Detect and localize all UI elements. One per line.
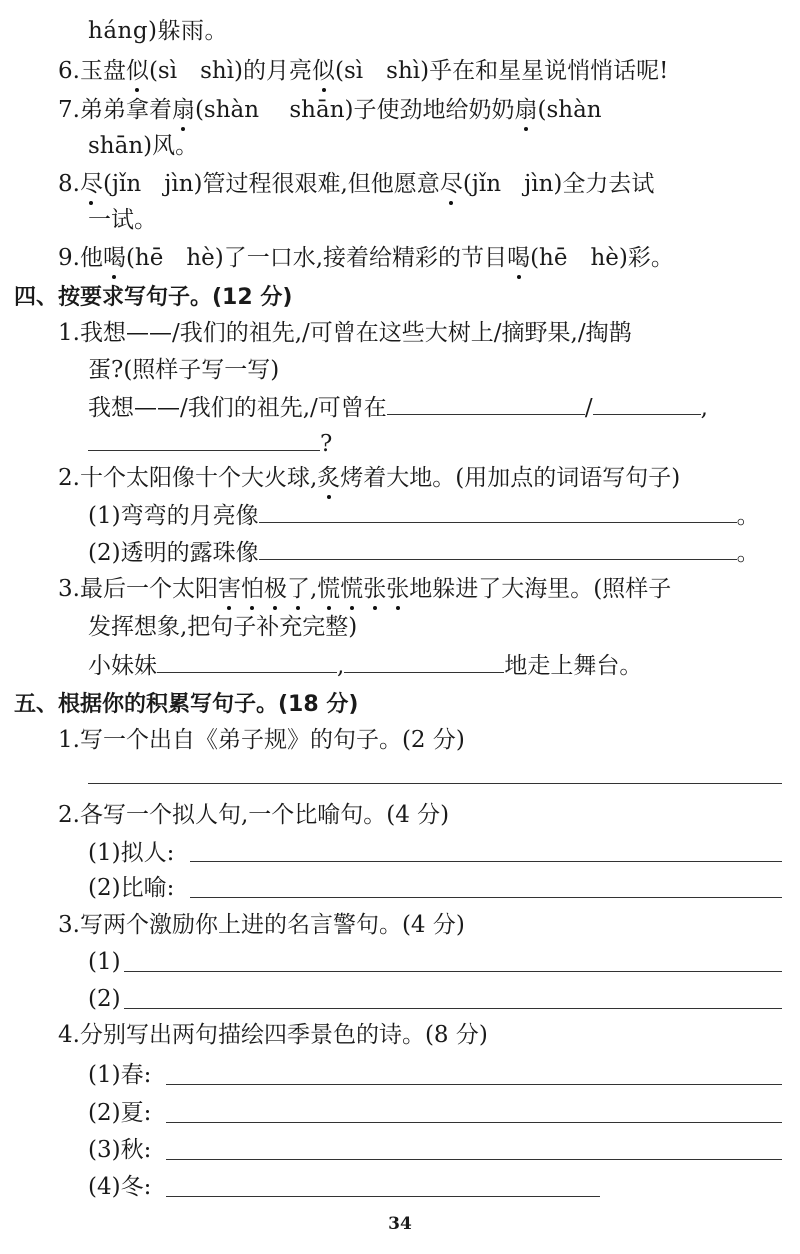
answer-blank[interactable] (593, 392, 701, 415)
s4-q2-1 (88, 500, 760, 531)
dotted-char: 了 (286, 576, 310, 602)
s5-q3-2-label: (2) (88, 986, 121, 1012)
text: (jǐn jìn)全力去试 (462, 171, 655, 197)
answer-rule[interactable] (124, 1008, 782, 1009)
q3-line-continued: háng)躲雨。 (88, 18, 229, 44)
q3-item-6 (58, 56, 668, 86)
s5-q2: 2.各写一个拟人句,一个比喻句。(4 分) (58, 802, 450, 828)
answer-rule[interactable] (166, 1159, 782, 1160)
answer-blank[interactable] (259, 537, 737, 560)
dotted-char: 怕 (240, 576, 264, 602)
s5-q4-1-label: (1)春: (88, 1062, 152, 1088)
text: 9.他 (58, 245, 103, 271)
text: , (309, 576, 318, 602)
answer-rule[interactable] (166, 1196, 600, 1197)
answer-blank[interactable] (344, 650, 504, 673)
text: 小妹妹 (88, 653, 157, 679)
q3-item-7-cont: shān)风。 (88, 133, 199, 159)
s5-q4-4-label: (4)冬: (88, 1174, 152, 1200)
text: 8. (58, 171, 80, 197)
s5-q1: 1.写一个出自《弟子规》的句子。(2 分) (58, 727, 465, 753)
s5-q4-2-label: (2)夏: (88, 1100, 152, 1126)
answer-blank[interactable] (157, 650, 337, 673)
text: (2)透明的露珠像 (88, 540, 259, 566)
dotted-char: 尽 (439, 171, 463, 197)
dotted-char: 喝 (102, 245, 126, 271)
answer-rule[interactable] (124, 971, 782, 972)
text: (1)弯弯的月亮像 (88, 503, 259, 529)
text: (jǐn jìn)管过程很艰难,但他愿意 (102, 171, 440, 197)
text: 我想——/我们的祖先,/可曾在 (88, 395, 387, 421)
q3-item-7 (58, 95, 602, 125)
s4-q2-2 (88, 537, 760, 568)
s4-q1-answer-line (88, 392, 708, 423)
s5-q4: 4.分别写出两句描绘四季景色的诗。(8 分) (58, 1022, 488, 1048)
answer-rule[interactable] (166, 1084, 782, 1085)
section-5-title: 五、根据你的积累写句子。(18 分) (14, 692, 359, 717)
s4-q1-line2: 蛋?(照样子写一写) (88, 357, 280, 383)
dotted-char: 慌 (340, 576, 364, 602)
s4-q1-line1: 1.我想——/我们的祖先,/可曾在这些大树上/摘野果,/掏鹊 (58, 320, 632, 346)
dotted-char: 张 (386, 576, 410, 602)
page-number: 34 (388, 1214, 412, 1234)
period: 。 (736, 503, 760, 529)
text: 烤着大地。(用加点的词语写句子) (340, 465, 681, 491)
text: (sì shì)乎在和星星说悄悄话呢! (335, 58, 669, 84)
dotted-char: 害 (217, 576, 241, 602)
dotted-char: 喝 (507, 245, 531, 271)
separator: / (584, 395, 593, 421)
text: (sì shì)的月亮 (148, 58, 313, 84)
text: 2.十个太阳像十个大火球, (58, 465, 318, 491)
dotted-char: 极 (263, 576, 287, 602)
s4-q3 (58, 574, 671, 604)
dotted-char: 似 (312, 58, 336, 84)
q3-item-8 (58, 169, 654, 199)
text: 7.弟弟拿着 (58, 97, 172, 123)
comma: , (337, 653, 345, 679)
text: 3.最后一个太阳 (58, 576, 218, 602)
s5-q2-2-label: (2)比喻: (88, 875, 175, 901)
dotted-char: 扇 (171, 97, 195, 123)
s5-q4-3-label: (3)秋: (88, 1137, 152, 1163)
answer-rule[interactable] (166, 1122, 782, 1123)
s5-q3: 3.写两个激励你上进的名言警句。(4 分) (58, 912, 465, 938)
s4-q1-answer-line2 (88, 428, 332, 459)
question-mark: ? (320, 431, 333, 457)
s4-q3-line2: 发挥想象,把句子补充完整) (88, 614, 358, 640)
q3-item-9 (58, 243, 674, 273)
dotted-char: 扇 (514, 97, 538, 123)
separator: , (700, 395, 708, 421)
dotted-char: 似 (125, 58, 149, 84)
text: 地走上舞台。 (504, 653, 643, 679)
text: (hē hè)彩。 (530, 245, 674, 271)
section-4-title: 四、按要求写句子。(12 分) (14, 285, 293, 310)
dotted-char: 张 (363, 576, 387, 602)
answer-rule[interactable] (88, 783, 782, 784)
dotted-char: 炙 (317, 465, 341, 491)
period: 。 (736, 540, 760, 566)
dotted-char: 慌 (317, 576, 341, 602)
answer-blank[interactable] (259, 500, 737, 523)
answer-blank[interactable] (387, 392, 585, 415)
answer-rule[interactable] (190, 861, 782, 862)
text: (shàn (537, 97, 602, 123)
answer-rule[interactable] (190, 897, 782, 898)
dotted-char: 尽 (79, 171, 103, 197)
text: 6.玉盘 (58, 58, 126, 84)
s4-q2 (58, 463, 680, 493)
text: 地躲进了大海里。(照样子 (409, 576, 672, 602)
answer-blank[interactable] (88, 428, 320, 451)
text: (hē hè)了一口水,接着给精彩的节目 (125, 245, 508, 271)
text: (shàn shān)子使劲地给奶奶 (194, 97, 515, 123)
s4-q3-answer-line (88, 650, 642, 681)
s5-q3-1-label: (1) (88, 949, 121, 975)
s5-q2-1-label: (1)拟人: (88, 840, 175, 866)
q3-item-8-cont: 一试。 (88, 207, 157, 233)
